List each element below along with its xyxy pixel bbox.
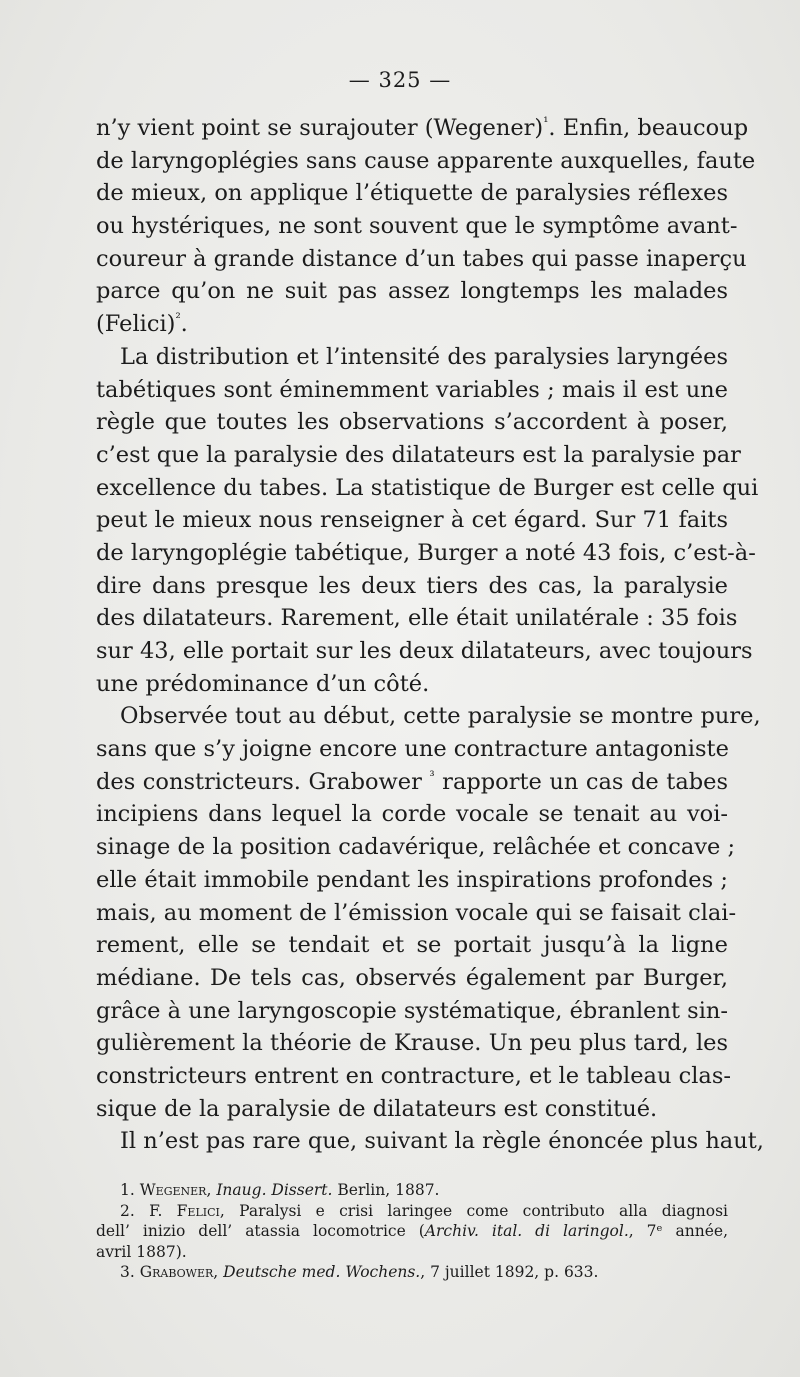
text-line: de laryngoplégies sans cause apparente auxquelles, faute [96, 147, 756, 174]
text-line: sur 43, elle portait sur les deux dilatateurs, avec toujours [96, 638, 753, 664]
body-text [96, 112, 764, 1158]
text-line: n’y vient point se surajouter (Wegener)$^{^1}$. Enfin, beaucoup [96, 115, 749, 141]
text-line: dire dans presque les deux tiers des cas, la paralysie [96, 572, 728, 599]
footnote-2-tail: avril 1887). [96, 1242, 187, 1261]
text-line: règle que toutes les observations s’accordent à poser, [96, 409, 728, 436]
text-line: coureur à grande distance d’un tabes qui passe inaperçu [96, 245, 747, 272]
text-line: c’est que la paralysie des dilatateurs est la paralysie par [96, 441, 741, 468]
footnote-1: 1. Wegener, Inaug. Dissert. Berlin, 1887. [120, 1181, 440, 1199]
text-line: elle était immobile pendant les inspirations profondes ; [96, 866, 728, 893]
text-line: tabétiques sont éminemment variables ; mais il est une [96, 376, 728, 403]
footnote-2: 2. F. Felici, Paralysi e crisi laringee come contributo alla diagnosi [120, 1201, 729, 1220]
text-line: des dilatateurs. Rarement, elle était unilatérale : 35 fois [96, 605, 738, 632]
text-line: de laryngoplégie tabétique, Burger a noté 43 fois, c’est-à- [96, 539, 756, 566]
text-line: médiane. De tels cas, observés également par Burger, [96, 964, 728, 991]
footnote-2-cont: dell’ inizio dell’ atassia locomotrice (Archiv. ital. di laringol., 7ᵉ année, [96, 1222, 728, 1240]
text-line: incipiens dans lequel la corde vocale se tenait au voi- [96, 801, 728, 828]
text-line: constricteurs entrent en contracture, et le tableau clas- [96, 1062, 731, 1089]
text-line: La distribution et l’intensité des paralysies laryngées [120, 343, 728, 370]
text-line: sique de la paralysie de dilatateurs est constitué. [96, 1095, 658, 1122]
text-line: peut le mieux nous renseigner à cet égard. Sur 71 faits [96, 507, 728, 534]
text-line: ou hystériques, ne sont souvent que le symptôme avant- [96, 213, 738, 240]
text-line: grâce à une laryngoscopie systématique, ébranlent sin- [96, 997, 729, 1024]
text-line: excellence du tabes. La statistique de Burger est celle qui [96, 474, 759, 501]
text-line: Observée tout au début, cette paralysie se montre pure, [120, 703, 761, 730]
text-line: gulièrement la théorie de Krause. Un peu plus tard, les [96, 1030, 728, 1057]
text-line: mais, au moment de l’émission vocale qui se faisait clai- [96, 899, 737, 926]
text-line: sinage de la position cadavérique, relâchée et concave ; [96, 834, 736, 861]
text-line: (Felici)$^{^2}$. [96, 311, 188, 338]
page-number: — 325 — [348, 68, 452, 92]
text-line: de mieux, on applique l’étiquette de paralysies réflexes [96, 180, 728, 207]
text-line: des constricteurs. Grabower $^{^3}$ rapporte un cas de tabes [96, 768, 728, 795]
text-line: une prédominance d’un côté. [96, 670, 430, 697]
text-line: parce qu’on ne suit pas assez longtemps les malades [96, 278, 728, 305]
footnote-3: 3. Grabower, Deutsche med. Wochens., 7 juillet 1892, p. 633. [120, 1263, 599, 1281]
footnotes [96, 1180, 728, 1283]
text-line: sans que s’y joigne encore une contracture antagoniste [96, 736, 729, 763]
text-line: rement, elle se tendait et se portait jusqu’à la ligne [96, 932, 728, 959]
text-line: Il n’est pas rare que, suivant la règle énoncée plus haut, [120, 1128, 764, 1155]
